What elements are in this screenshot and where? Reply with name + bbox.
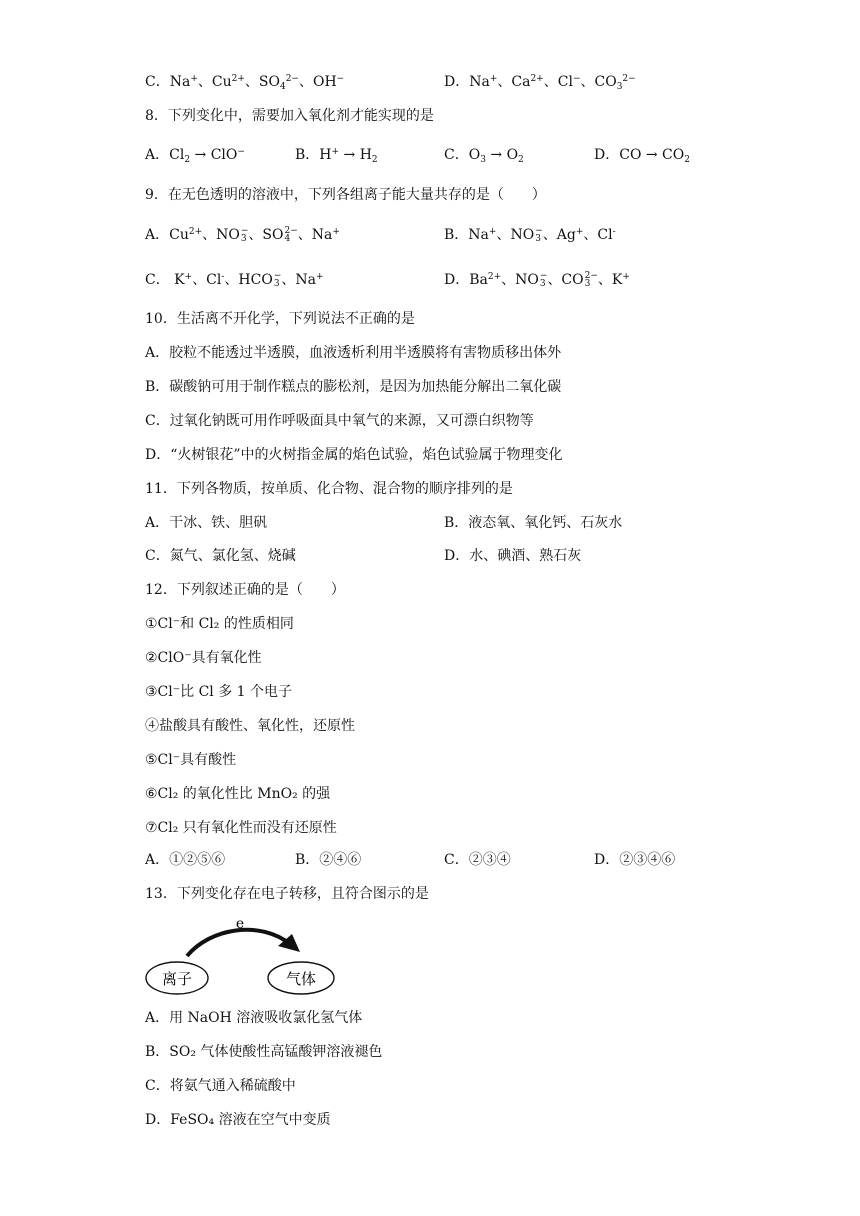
- q8-option-b: B．$H^+ \to H_2$: [295, 147, 378, 165]
- ion-node-label: 离子: [161, 970, 193, 988]
- q8-option-a-label: A．: [145, 147, 170, 163]
- q8-option-c: C．$O_3 \to O_2$: [444, 147, 524, 165]
- q9-option-c-label: C．: [145, 272, 170, 288]
- q12-statement-5: ⑤Cl⁻具有酸性: [145, 752, 237, 768]
- q10-option-d: D．“火树银花”中的火树指金属的焰色试验，焰色试验属于物理变化: [145, 447, 563, 463]
- q8-option-c-label: C．: [444, 147, 469, 163]
- q12-option-b: B．②④⑥: [295, 852, 362, 868]
- q8-option-a: A．$Cl_2 \to ClO^-$: [145, 147, 245, 165]
- q8-stem: 8．下列变化中，需要加入氧化剂才能实现的是: [145, 108, 434, 124]
- q13-option-c: C．将氨气通入稀硫酸中: [145, 1078, 296, 1094]
- q9-stem: 9．在无色透明的溶液中，下列各组离子能大量共存的是（ ）: [145, 187, 546, 203]
- q11-option-c: C．氮气、氯化氢、烧碱: [145, 548, 296, 564]
- q8-option-d: D．CO → $CO_2$: [594, 147, 690, 165]
- q8-option-d-label: D．: [594, 147, 620, 163]
- q11-stem: 11．下列各物质，按单质、化合物、混合物的顺序排列的是: [145, 481, 513, 497]
- q12-statement-4: ④盐酸具有酸性、氧化性，还原性: [145, 718, 355, 734]
- q9-option-a-label: A．: [145, 227, 170, 243]
- q9-option-b: B．Na+、NO − 3 、Ag+、Cl-: [444, 226, 616, 244]
- q12-statement-1: ①Cl⁻和 Cl₂ 的性质相同: [145, 616, 294, 632]
- q12-statement-2: ②ClO⁻具有氧化性: [145, 650, 262, 666]
- arrow-label: e: [235, 916, 245, 932]
- q11-option-a: A．干冰、铁、胆矾: [145, 515, 268, 531]
- q13-option-a: A．用 NaOH 溶液吸收氯化氢气体: [145, 1010, 363, 1026]
- q10-option-b: B．碳酸钠可用于制作糕点的膨松剂，是因为加热能分解出二氧化碳: [145, 379, 562, 395]
- q7-option-c-label: C．: [145, 74, 170, 90]
- q9-option-c: C． K+、Cl-、HCO − 3 、Na+: [145, 271, 324, 289]
- q7-option-d-label: D．: [444, 74, 470, 90]
- q7-option-c: C．Na+、$Cu^{2+}$、$SO_4^{2-}$、OH−: [145, 74, 345, 92]
- q13-option-b: B．SO₂ 气体使酸性高锰酸钾溶液褪色: [145, 1044, 383, 1060]
- q9-option-d-label: D．: [444, 272, 470, 288]
- q8-option-b-label: B．: [295, 147, 320, 163]
- q9-option-a: A．$Cu^{2+}$、NO − 3 、SO 2− 4 、Na+: [145, 226, 340, 244]
- q12-statement-3: ③Cl⁻比 Cl 多 1 个电子: [145, 684, 293, 700]
- q12-option-d: D．②③④⑥: [594, 852, 676, 868]
- q13-option-d: D．FeSO₄ 溶液在空气中变质: [145, 1112, 331, 1128]
- q11-option-d: D．水、碘酒、熟石灰: [444, 548, 582, 564]
- q13-stem: 13．下列变化存在电子转移，且符合图示的是: [145, 886, 429, 902]
- electron-transfer-svg: [140, 914, 350, 998]
- q10-stem: 10．生活离不开化学，下列说法不正确的是: [145, 311, 415, 327]
- q12-statement-6: ⑥Cl₂ 的氧化性比 MnO₂ 的强: [145, 786, 331, 802]
- q9-option-d: D．$Ba^{2+}$、NO − 3 、CO 2− 3 、K+: [444, 271, 630, 289]
- gas-node-label: 气体: [285, 970, 317, 988]
- q12-statement-7: ⑦Cl₂ 只有氧化性而没有还原性: [145, 820, 337, 836]
- curved-arrow: [187, 930, 290, 956]
- q11-option-b: B．液态氧、氧化钙、石灰水: [444, 515, 623, 531]
- q10-option-a: A．胶粒不能透过半透膜，血液透析利用半透膜将有害物质移出体外: [145, 345, 562, 361]
- q7-option-d: D．Na+、$Ca^{2+}$、Cl−、$CO_3^{2-}$: [444, 74, 636, 92]
- electron-transfer-diagram: [140, 914, 350, 998]
- q12-option-c: C．②③④: [444, 852, 511, 868]
- q9-option-b-label: B．: [444, 227, 469, 243]
- q12-option-a: A．①②⑤⑥: [145, 852, 226, 868]
- q12-stem: 12．下列叙述正确的是（ ）: [145, 582, 345, 598]
- q10-option-c: C．过氧化钠既可用作呼吸面具中氧气的来源，又可漂白织物等: [145, 413, 534, 429]
